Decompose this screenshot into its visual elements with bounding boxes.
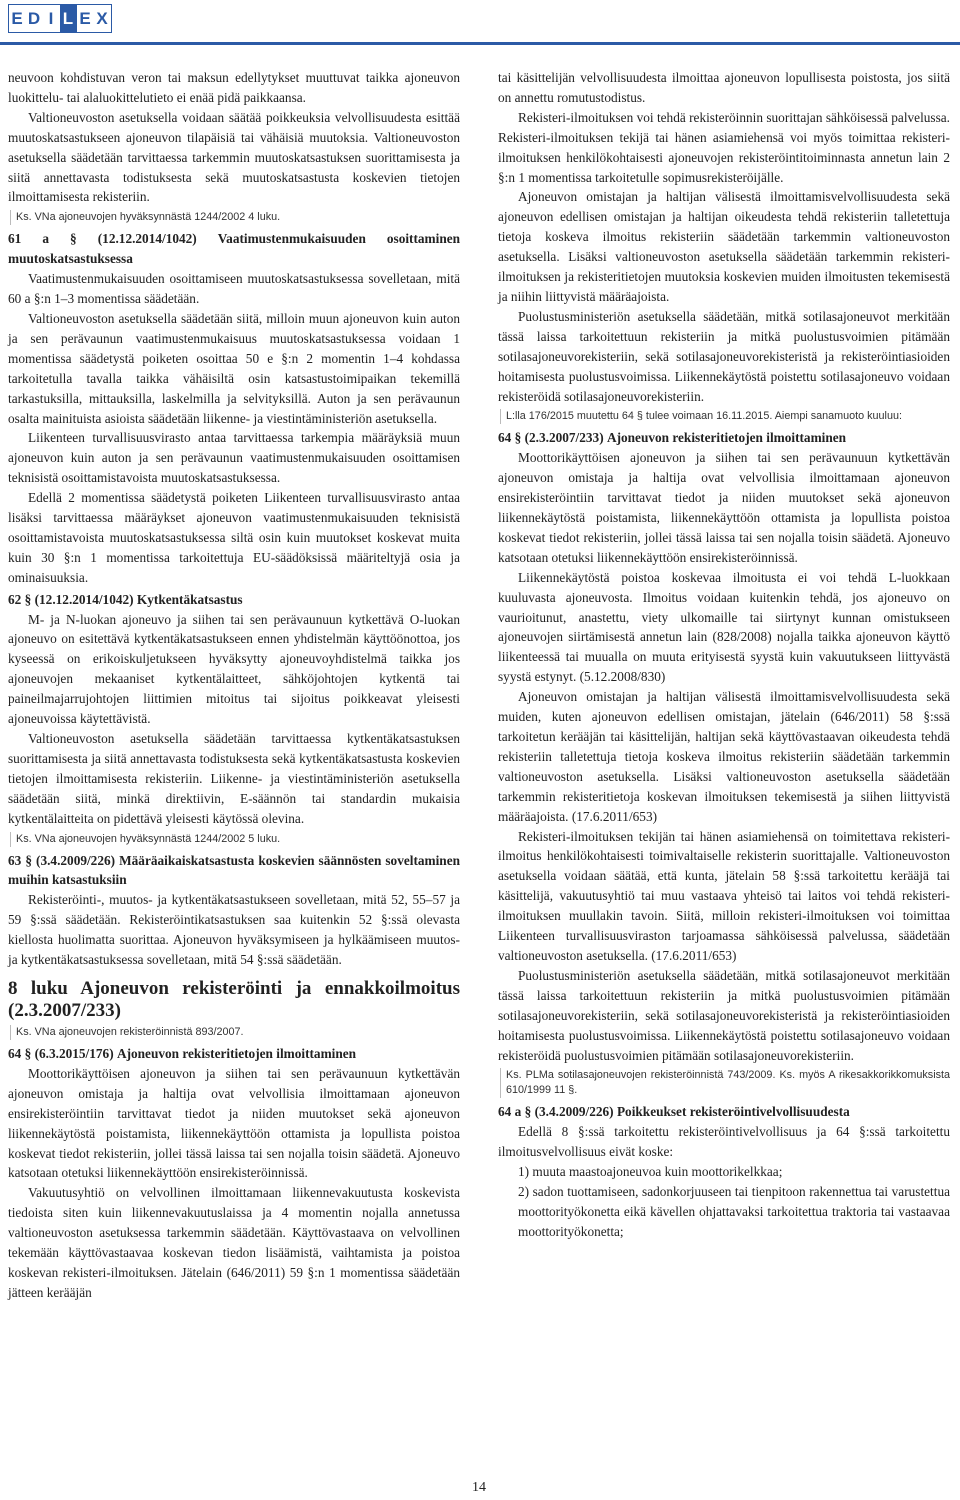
list-item: 1) muuta maastoajoneuvoa kuin moottorikelkkaa; <box>518 1164 783 1180</box>
page-number: 14 <box>472 1480 486 1495</box>
paragraph: Rekisteri-ilmoituksen voi tehdä rekisteröinnin suorittajan sähköisessä palvelussa. Rekisteri-ilmoituksen tekijä tai hänen asiamiehensä voi myös toimittaa rekisteri-ilmoituksen henkilökohtaisesti ajoneuvojen rekisteröintitoiminnasta annetun lain 2 §:n 1 momentissa tarkoitetulle sopimusrekisteröijälle. <box>498 109 950 185</box>
paragraph: Vakuutusyhtiö on velvollinen ilmoittamaan liikennevakuutusta koskevista tiedoista siten kuin liikennevakuutuslaissa ja 4 momentin nojalla annetussa valtioneuvoston asetuksessa tarkemmin säädetään. Käyttövastaava on velvollinen tekemään käyttövastaavaa koskevan tiedon lisäämistä, vaihtamista ja poistoa koskevan rekisteri-ilmoituksen. Jätelain (646/2011) 59 §:n 1 momentissa säädetään jätteen kerääjän <box>8 1185 460 1300</box>
left-column <box>8 68 460 1303</box>
paragraph: tai käsittelijän velvollisuudesta ilmoittaa ajoneuvon lopullisesta poistosta, jos siitä on annettu romutustodistus. <box>498 70 950 105</box>
logo-letter: E <box>79 8 92 28</box>
section-number: 62 § (12.12.2014/1042) <box>8 591 134 607</box>
right-column <box>498 68 950 1242</box>
section-number: 64 § (2.3.2007/233) <box>498 430 604 446</box>
reference-note: Ks. PLMa sotilasajoneuvojen rekisteröinnistä 743/2009. Ks. myös A rikesakkorikkomuksista 610/1999 11 §. <box>500 1068 950 1098</box>
logo-letter: E <box>11 8 24 28</box>
paragraph: Valtioneuvoston asetuksella säädetään tarvittaessa kytkentäkatsastuksen suorittamisesta ja siitä annettavasta todistuksesta sekä kytkentäkatsastusta koskevien tietojen ilmoittamisesta rekisteriin. Liikenne- ja viestintäministeriön asetuksella säädetään siitä, minkä direktiivin, E-säännön tai standardin mukaisia kytkentälaitteita on pidettävä yleisesti käytössä olevina. <box>8 731 460 826</box>
section-number: 64 a § (3.4.2009/226) <box>498 1104 614 1120</box>
paragraph: Puolustusministeriön asetuksella säädetään, mitkä sotilasajoneuvot merkitään tässä laissa tarkoitettuun rekisteriin ja mitkä puolustusvoimien pitämään sotilasajoneuvorekisteriin, sekä sotilasajoneuvorekisteristä ja rekisteröintiasioiden hoitamisesta puolustusvoimissa. Liikennekäytöstä poistettu sotilasajoneuvo voidaan rekisteröidä sotilasajoneuvorekisteriin. <box>498 308 950 404</box>
section-title: Kytkentäkatsastus <box>136 591 243 607</box>
logo-letter: X <box>96 8 109 28</box>
paragraph: Rekisteri-ilmoituksen tekijän tai hänen asiamiehensä on toimitettava rekisteri-ilmoitus henkilökohtaisesti toimivaltaiselle rekisterin suorittajalle. Valtioneuvoston asetuksella voidaan säätää, että kunta, jätelain 58 §:ssä tarkoitettu kerääjä tai käsittelijä, vakuutusyhtiö tai muu vastaava yhteisö tai laitos voi tehdä rekisteri-ilmoituksen muullakin tavoin. Siitä, milloin rekisteri-ilmoituksen voi toimittaa Liikenteen turvallisuusviraston tarjoamassa sähköisessä palvelussa, säädetään valtioneuvoston asetuksella. (17.6.2011/653) <box>498 828 950 963</box>
paragraph: Ajoneuvon omistajan ja haltijan välisestä ilmoittamisvelvollisuudesta sekä muiden, kuten ajoneuvon edellisen omistajan, jätelain (646/2011) 58 §:ssä tarkoitetun kerääjän tai käsittelijän, haltijan sekä käyttövastaavan oikeudesta tehdä rekisteriin talletettuja tietoja koskeva ilmoitus rekisteriin säädetään tarkemmin valtioneuvoston asetuksella. Lisäksi valtioneuvoston asetuksella säädetään tarkemmin rekisteritietoja koskevan ilmoituksen tekemisestä ja siihen liittyvistä määräajoista. (17.6.2011/653) <box>498 689 950 824</box>
section-title: Poikkeukset rekisteröintivelvollisuudesta <box>616 1104 850 1120</box>
paragraph: neuvoon kohdistuvan veron tai maksun edellytykset muuttuvat taikka ajoneuvon luokittelu- tai alaluokittelutieto ei enää pidä paikkaansa. <box>8 70 460 105</box>
paragraph: Moottorikäyttöisen ajoneuvon ja siihen tai sen perävaunuun kytkettävän ajoneuvon omistaja ja haltija ovat velvollisia ilmoittamaan ajoneuvon ensirekisteröintiin tarvittavat tiedot ja niiden muutokset sekä ajoneuvon liikennekäytöstä poistamista, liikennekäyttöön ottamista ja lopullista poistoa koskevat tiedot rekisteriin, jollei tässä laissa tai sen nojalla toisin säädetä. Ajoneuvo katsotaan otetuksi liikennekäyttöön ensirekisteröinnissä. <box>498 450 950 565</box>
section-number: 61 a § (12.12.2014/1042) <box>8 231 197 247</box>
paragraph: Edellä 8 §:ssä tarkoitettu rekisteröintivelvollisuus ja 64 §:ssä tarkoitettu ilmoitusvelvollisuus eivät koske: <box>498 1124 950 1160</box>
paragraph: Ajoneuvon omistajan ja haltijan välisestä ilmoittamisvelvollisuudesta sekä ajoneuvon edellisen omistajan ja haltijan oikeudesta tehdä rekisteriin talletettuja tietoja koskeva ilmoitus rekisteriin säädetään tarkemmin valtioneuvoston asetuksella. Lisäksi valtioneuvoston asetuksella säädetään tarkemmin rekisteri-ilmoituksen ja rekisteritietojen muutoksia koskevien muiden ilmoitusten tekemisestä ja niihin liittyvistä määräajoista. <box>498 189 950 304</box>
list-item: 2) sadon tuottamiseen, sadonkorjuuseen tai tienpitoon rakennettua tai varustettua moottorityökonetta eikä kävellen ohjattavaksi tarkoitettua traktoria tai vastaavaa moottorityökonetta; <box>518 1184 950 1239</box>
paragraph: M- ja N-luokan ajoneuvo ja siihen tai sen perävaunuun kytkettävä O-luokan ajoneuvo on esitettävä kytkentäkatsastukseen ennen yhdistelmän käyttöönottoa, jos kyseessä on erikoiskuljetukseen hyväksytty ajoneuvoyhdistelmä taikka jos ajoneuvojen mekaaniset kytkentälaitteet, sähköjohtojen kytkentä tai paineilmajarrujohtojen liittimien mitoitus tai sijoitus poikkeavat yleisesti ajoneuvoissa käytettävistä. <box>8 611 460 727</box>
section-title: Ajoneuvon rekisteritietojen ilmoittaminen <box>606 430 847 446</box>
header-bar <box>0 0 960 54</box>
section-heading-64 <box>8 1044 460 1064</box>
section-number: 64 § (6.3.2015/176) <box>8 1045 114 1061</box>
section-title: Ajoneuvon rekisteritietojen ilmoittaminen <box>116 1045 357 1061</box>
section-number: 63 § (3.4.2009/226) <box>8 852 116 868</box>
paragraph: Rekisteröinti-, muutos- ja kytkentäkatsastukseen sovelletaan, mitä 52, 55–57 ja 59 §:ssä säädetään. Rekisteröintikatsastuksen saa kuitenkin 52 §:ssä olevasta kiellosta huolimatta suorittaa. Ajoneuvon hyväksymiseen ja hylkäämiseen muutos- ja kytkentäkatsastuksessa sovelletaan, mitä 54 §:ssä säädetään. <box>8 892 460 968</box>
paragraph: Liikennekäytöstä poistoa koskevaa ilmoitusta ei voi tehdä L-luokkaan kuuluvasta ajoneuvosta. Ilmoitus voidaan kuitenkin tehdä, jos ajoneuvo on vaurioitunut, anastettu, viety ulkomaille tai siirtynyt kunnan omistukseen ajoneuvojen siirtämisestä annetun lain (828/2008) nojalla taikka ajoneuvon käyttö liikenteessä tai muualla on muuta erityisestä syystä kuin vakuutukseen liittyvästä syystä estynyt. (5.12.2008/830) <box>498 569 950 685</box>
reference-note: Ks. VNa ajoneuvojen hyväksynnästä 1244/2002 4 luku. <box>10 210 460 225</box>
paragraph: Puolustusministeriön asetuksella säädetään, mitkä sotilasajoneuvot merkitään tässä laissa tarkoitettuun rekisteriin ja mitkä puolustusvoimien pitämään sotilasajoneuvorekisteriin, sekä sotilasajoneuvorekisteristä ja rekisteröintiasioiden hoitamisesta puolustusvoimissa. Liikennekäytöstä poistettu sotilasajoneuvo voidaan rekisteröidä puolustusvoimien pitämään sotilasajoneuvorekisteriin. <box>498 967 950 1063</box>
reference-note: Ks. VNa ajoneuvojen rekisteröinnistä 893/2007. <box>10 1025 460 1040</box>
paragraph: Valtioneuvoston asetuksella säädetään siitä, milloin muun ajoneuvon kuin auton ja sen perävaunun vaatimustenmukaisuus muutoskatsastuksessa voidaan 1 momentissa säädetystä poiketen osoittaa 50 e §:n 2 momentin 1–4 kohdassa tarkoitetulla tavalla taikka vähäisiltä osin katsastustoimipaikan tekemillä tarkastuksilla, mittauksilla, laskelmilla ja selvityksillä. Auton ja sen perävaunun osalta mainituista asioista säädetään liikenne- ja viestintäministeriön asetuksella. <box>8 310 460 426</box>
paragraph: Vaatimustenmukaisuuden osoittamiseen muutoskatsastuksessa sovelletaan, mitä 60 a §:n 1–3 momentissa säädetään. <box>8 271 460 307</box>
logo-letter: I <box>48 8 55 28</box>
section-heading-64a <box>498 1102 950 1122</box>
section-heading-61a <box>8 229 460 269</box>
reference-note: Ks. VNa ajoneuvojen hyväksynnästä 1244/2002 5 luku. <box>10 832 460 847</box>
section-title: Määräaikaiskatsastusta koskevien säännösten soveltaminen muihin katsastuksiin <box>8 852 460 888</box>
paragraph: Valtioneuvoston asetuksella voidaan säätää poikkeuksia velvollisuudesta esittää muutoskatsastukseen ajoneuvon tilapäisiä tai vähäisiä muutoksia. Valtioneuvoston asetuksella säädetään tarvittaessa tarkemmin muutoskatsastuksen suorittamisesta ja siitä annettavasta todistuksesta sekä muutoskatsastusta koskevien tietojen ilmoittamisesta rekisteriin. <box>8 109 460 205</box>
section-title: Vaatimustenmukaisuuden osoittaminen muutoskatsastuksessa <box>8 231 461 267</box>
header-rule <box>0 42 960 45</box>
paragraph: Moottorikäyttöisen ajoneuvon ja siihen tai sen perävaunuun kytkettävän ajoneuvon omistaja ja haltija ovat velvollisia ilmoittamaan ajoneuvon ensirekisteröintiin tarvittavat tiedot ja niiden muutokset sekä ajoneuvon liikennekäytöstä poistamista, liikennekäyttöön ottamista ja lopullista poistoa koskevat tiedot rekisteriin, jollei tässä laissa tai sen nojalla toisin säädetä. Ajoneuvo katsotaan otetuksi liikennekäyttöön ensirekisteröinnissä. <box>8 1065 460 1181</box>
edilex-logo[interactable] <box>8 4 112 33</box>
paragraph: Liikenteen turvallisuusvirasto antaa tarvittaessa tarkempia määräyksiä muun ajoneuvon kuin auton ja sen perävaunun vaatimustenmukaisuuden osoittamisen teknisistä osoittamistavoista muutoskatsastuksessa. <box>8 430 460 486</box>
section-heading-62 <box>8 590 460 610</box>
chapter-heading: 8 luku Ajoneuvon rekisteröinti ja ennakkoilmoitus (2.3.2007/233) <box>8 977 460 1021</box>
reference-note: L:lla 176/2015 muutettu 64 § tulee voimaan 16.11.2015. Aiempi sanamuoto kuuluu: <box>500 409 950 424</box>
paragraph: Edellä 2 momentissa säädetystä poiketen Liikenteen turvallisuusvirasto antaa lisäksi tarvittaessa määräykset ajoneuvon vaatimustenmukaisuuden teknisistä osoittamistavoista muutoskatsastuksessa siltä osin kuin muutokset koskevat muita kuin 30 §:n 1 momentissa tarkoitettuja EU-säädöksissä määriteltyjä osia ja ominaisuuksia. <box>8 490 460 585</box>
section-heading-64-old <box>498 428 950 448</box>
logo-letter: L <box>60 5 77 32</box>
logo-letter: D <box>27 8 42 28</box>
section-heading-63 <box>8 851 460 891</box>
